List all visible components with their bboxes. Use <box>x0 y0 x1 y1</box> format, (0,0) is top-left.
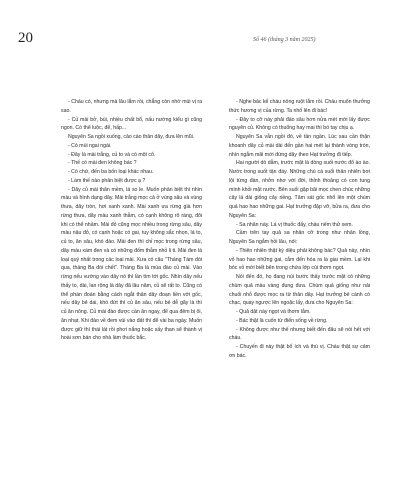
left-column <box>61 98 202 343</box>
paragraph: - Đây là mài trắng, củ to và có một cổ. <box>68 151 156 158</box>
paragraph: Cầm trên tay quả sa nhân cỡ trong như nhân lồng, Nguyên Sa ngắm hồi lâu, nói: <box>229 230 370 245</box>
issue-label: Số 46 (tháng 3 năm 2025) <box>253 37 316 43</box>
page-number: 20 <box>18 30 33 46</box>
right-column <box>229 98 370 361</box>
paragraph: - Thiên nhiên thật kỳ diệu phải không bác? Quả này, nhìn vỏ hao hao những gai, cắm đến hóa ra là giai mềm. Lại khi bóc vỏ mới biết bên trong chứa lớp cùi thơm ngọt. <box>229 247 370 272</box>
paragraph: - Nghe bác kể cháu nóng ruột lắm rồi. Cháu muốn thưởng thức hương vị của rừng. Ta nhổ lên đi bác! <box>229 99 370 114</box>
paragraph: - Củ mài bở, bùi, nhiều chất bổ, nấu nướng kiểu gì cũng ngon. Có thể luộc, để, hấp... <box>61 116 202 132</box>
paragraph: Nguyên Sa ngồi xuống, cảo cào thân dây, đưa lên mũi. <box>68 134 195 140</box>
paragraph: Hai người dò dẫm, trước mặt là dòng suối nước đổ ào ào. Nước trong suốt tận đáy. Những chú cá suối thản nhiên bơi lội từng đàn, nhởn nhơ với đời, thỉnh thoảng có con tung mình khỏi mặt nước. Bên suối gặp bãi mọc chen chúc những cây lá dài giống cây riềng. Tâm sát gốc nhổ lên một chùm quả hao hao những gai. Hạt trưởng đập vỡ, bửa ra, đưa cho Nguyên Sa: <box>229 160 370 219</box>
paragraph: - Quả dật này ngọt và thơm lắm. <box>236 309 311 315</box>
paragraph: Nguyên Sa vẫn ngồi đó, về tần ngần. Lúc sau cần thận khoanh dây củ mài dài đến gần hai mét lại thành vòng tròn, nhìn ngắm mãi mới đứng dậy theo Hạt trưởng đi tiếp. <box>229 134 370 158</box>
paragraph: - Cháu có, nhưng mà lâu lắm rồi, chẳng còn nhớ mùi vị ra sao. <box>61 99 202 114</box>
paragraph: - Làm thế nào phân biệt được ạ ? <box>68 177 146 184</box>
paragraph: - Bác thật là cuốn từ điển sống về rừng. <box>236 317 328 324</box>
paragraph: - Sa nhân này. Lá vị thuốc đấy, cháu nếm thử xem. <box>236 221 353 228</box>
paragraph: - Có mùi ngai ngái. <box>68 142 112 149</box>
paragraph: - Đây to cỡ này phải đào sâu hơn nửa mét mới lấy được nguyên củ. Không có thuổng hay mai thì bó tay chịu ạ. <box>229 116 370 132</box>
paragraph: - Không được như thế nhưng biết đến đâu sẽ nói hết với cháu. <box>229 326 370 342</box>
paragraph: Nói đến đó, họ đang núi bước thấy trước mặt có những chùm quả màu vàng đung đưa. Chùm quả giống như nải chuối nhỏ được mọc ra từ thân dây. Hạt trưởng bẻ cành có chạc, quay ngược lên ngoặc lấy, đưa cho Nguyên Sa: <box>229 274 370 307</box>
paragraph: - Chuyến đi này thật bổ ích và thú vị. Cháu thật sự cảm ơn bác. <box>229 344 370 359</box>
paragraph: - Dây củ mài thân mềm, lá so le. Muốn phân biệt thì nhìn màu và hình dạng dây. Mài trắng mọc cả ở vùng sâu và vùng thưa, dây tròn, hơi xanh xanh. Mài xanh ưa rừng già hơn rừng thưa, dây màu xanh thẫm, có cạnh không rõ ràng, đôi khi có thể nhầm. Mài đỏ cũng mọc nhiều trong rừng sâu, dây màu nâu đỏ, có cạnh hoặc có gai, tuy không sắc nhọn, lá to, củ to, ăn sâu, khó đào. Mài đen thì chỉ mọc trong rừng sâu, dây màu xám đen và có những đốm thẫm nhỏ li ti. Mài đen là loại quý nhất trong các loại mài. Xưa có câu "Tháng Tám đói qua, tháng Ba đói chết". Tháng Ba là mùa đào củ mài. Vào rừng nếu vướng vào dây nó thì lần tìm tới gốc. Nhìn dây nếu thấy to, dài, lan rộng là dây đã lâu năm, củ sẽ rất to. Cũng có thể phán đoán bằng cách ngắt thân dây đoạn liền với gốc, nếu dây bẻ dai, khó đứt thì củ ăn sâu, nếu bẻ dễ gãy là thì củ ăn nông. Củ mài đào được cần ăn ngay, để qua đêm bị ôi, ăn nhạt. Khi đào về đem vùi vào đất thì để vài ba ngày. Muốn được giữ thì thái lát rồi phơi nắng hoặc sấy than sẽ thành vị hoài sơn bán cho nhà làm thuốc bắc. <box>61 186 202 342</box>
paragraph: - Thế có mài đen không bác ? <box>68 160 137 167</box>
paragraph: - Có chứ, đến ba bốn loại khác nhau. <box>68 169 154 175</box>
